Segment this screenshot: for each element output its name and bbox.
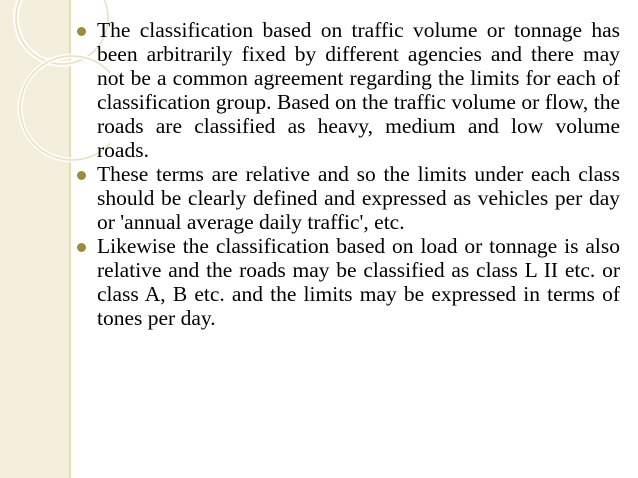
bullet-icon xyxy=(77,27,86,36)
bullet-text-2: These terms are relative and so the limits under each class should be clearly defined and expressed as vehicles per day or 'annual average daily traffic', etc. xyxy=(97,162,620,234)
bullet-item-3 xyxy=(77,234,620,330)
bullet-icon xyxy=(77,171,86,180)
bullet-list xyxy=(77,18,620,330)
bullet-text-3: Likewise the classification based on load or tonnage is also relative and the roads may be classified as class L II etc. or class A, B etc. and the limits may be expressed in terms of tones per day. xyxy=(97,234,620,330)
side-decoration-rule xyxy=(69,0,71,478)
bullet-item-1 xyxy=(77,18,620,162)
bullet-icon xyxy=(77,243,86,252)
bullet-text-1: The classification based on traffic volume or tonnage has been arbitrarily fixed by different agencies and there may not be a common agreement regarding the limits for each of classification group. Based on the traffic volume or flow, the roads are classified as heavy, medium and low volume roads. xyxy=(97,18,620,162)
bullet-item-2 xyxy=(77,162,620,234)
side-decoration-band xyxy=(0,0,70,478)
